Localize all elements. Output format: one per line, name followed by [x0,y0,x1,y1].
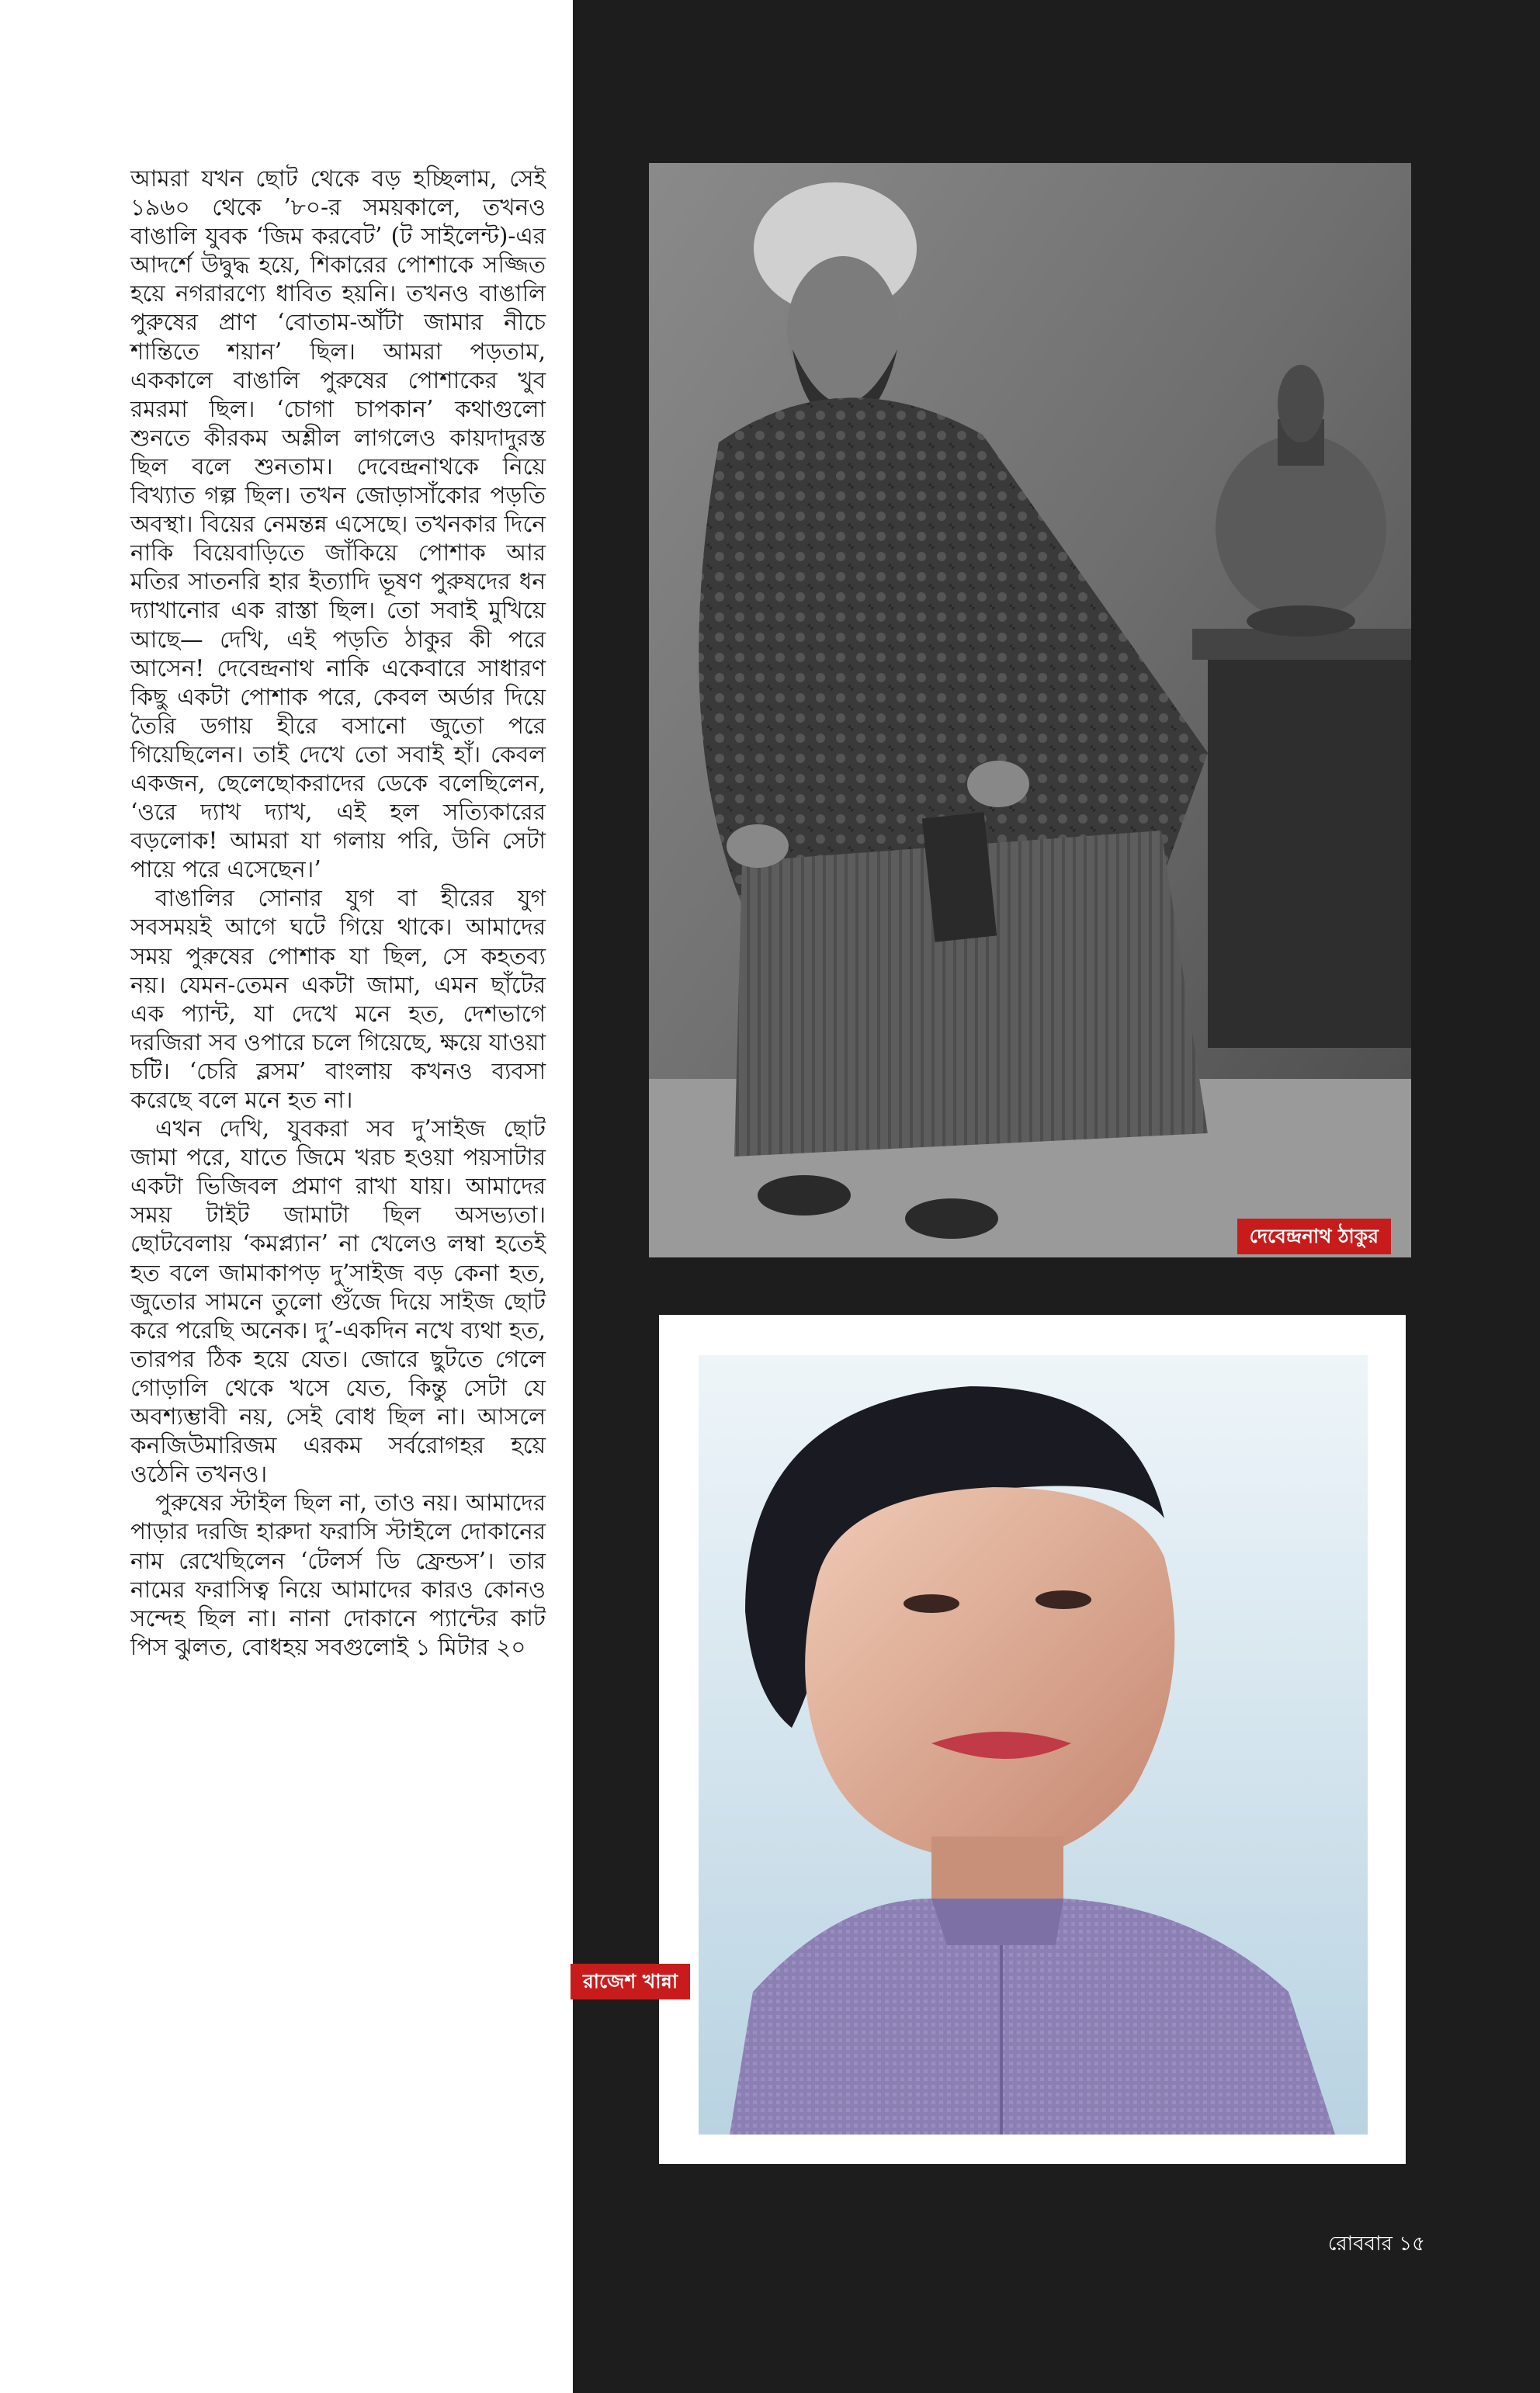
portrait-photo-rajesh-khanna [699,1355,1368,2135]
page-folio: রোববার ১৫ [1327,2232,1425,2256]
article-body [130,165,546,1662]
article-paragraph: পুরুষের স্টাইল ছিল না, তাও নয়। আমাদের পাড়ার দরজি হারুদা ফরাসি স্টাইলে দোকানের নাম রেখেছিলেন ‘টেলর্স ডি ফ্রেন্ডস’। তার নামের ফরাসিত্ব নিয়ে আমাদের কারও কোনও সন্দেহ ছিল না। নানা দোকানে প্যান্টের কাট পিস ঝুলত, বোধহয় সবগুলোই ১ মিটার ২০ [130,1490,546,1660]
portrait-illustration [649,163,1411,1257]
article-paragraph: বাঙালির সোনার যুগ বা হীরের যুগ সবসময়ই আগে ঘটে গিয়ে থাকে। আমাদের সময় পুরুষের পোশাক যা ছিল, সে কহতব্য নয়। যেমন-তেমন একটা জামা, এমন ছাঁটের এক প্যান্ট, যা দেখে মনে হত, দেশভাগে দরজিরা সব ওপারে চলে গিয়েছে, ক্ষয়ে যাওয়া চটি। ‘চেরি ব্লসম’ বাংলায় কখনও ব্যবসা করেছে বলে মনে হত না। [130,885,546,1113]
article-paragraph: এখন দেখি, যুবকরা সব দু’সাইজ ছোট জামা পরে, যাতে জিমে খরচ হওয়া পয়সাটার একটা ভিজিবল প্রমাণ রাখা যায়। আমাদের সময় টাইট জামাটা ছিল অসভ্যতা। ছোটবেলায় ‘কমপ্ল্যান’ না খেলেও লম্বা হতেই হত বলে জামাকাপড় দু’সাইজ বড় কেনা হত, জুতোর সামনে তুলো গুঁজে দিয়ে সাইজ ছোট করে পরেছি অনেক। দু’-একদিন নখে ব্যথা হত, তারপর ঠিক হয়ে যেত। জোরে ছুটতে গেলে গোড়ালি থেকে খসে যেত, কিন্তু সেটা যে অবশ্যম্ভাবী নয়, সেই বোধ ছিল না। আসলে কনজিউমারিজম এরকম সর্বরোগহর হয়ে ওঠেনি তখনও। [130,1115,546,1488]
photo-caption-bottom: রাজেশ খান্না [571,1964,690,1999]
portrait-photo-debendranath [649,163,1411,1257]
photo-frame-rajesh-khanna [659,1315,1406,2164]
actor-illustration [699,1355,1368,2135]
article-paragraph: আমরা যখন ছোট থেকে বড় হচ্ছিলাম, সেই ১৯৬০ থেকে ’৮০-র সময়কালে, তখনও বাঙালি যুবক ‘জিম করবেট’ (ট সাইলেন্ট)-এর আদর্শে উদ্বুদ্ধ হয়ে, শিকারের পোশাকে সজ্জিত হয়ে নগরারণ্যে ধাবিত হয়নি। তখনও বাঙালি পুরুষের প্রাণ ‘বোতাম-আঁটা জামার নীচে শান্তিতে শয়ান’ ছিল। আমরা পড়তাম, এককালে বাঙালি পুরুষের পোশাকের খুব রমরমা ছিল। ‘চোগা চাপকান’ কথাগুলো শুনতে কীরকম অশ্লীল লাগলেও কায়দাদুরস্ত ছিল বলে শুনতাম। দেবেন্দ্রনাথকে নিয়ে বিখ্যাত গল্প ছিল। তখন জোড়াসাঁকোর পড়তি অবস্থা। বিয়ের নেমন্তন্ন এসেছে। তখনকার দিনে নাকি বিয়েবাড়িতে জাঁকিয়ে পোশাক আর মতির সাতনরি হার ইত্যাদি ভূষণ পুরুষদের ধন দ্যাখানোর এক রাস্তা ছিল। তো সবাই মুখিয়ে আছে— দেখি, এই পড়তি ঠাকুর কী পরে আসেন! দেবেন্দ্রনাথ নাকি একেবারে সাধারণ কিছু একটা পোশাক পরে, কেবল অর্ডার দিয়ে তৈরি ডগায় হীরে বসানো জুতো পরে গিয়েছিলেন। তাই দেখে তো সবাই হাঁ। কেবল একজন, ছেলেছোকরাদের ডেকে বলেছিলেন, ‘ওরে দ্যাখ দ্যাখ, এই হল সত্যিকারের বড়লোক! আমরা যা গলায় পরি, উনি সেটা পায়ে পরে এসেছেন।’ [130,165,546,883]
photo-caption-top: দেবেন্দ্রনাথ ঠাকুর [1237,1219,1391,1254]
